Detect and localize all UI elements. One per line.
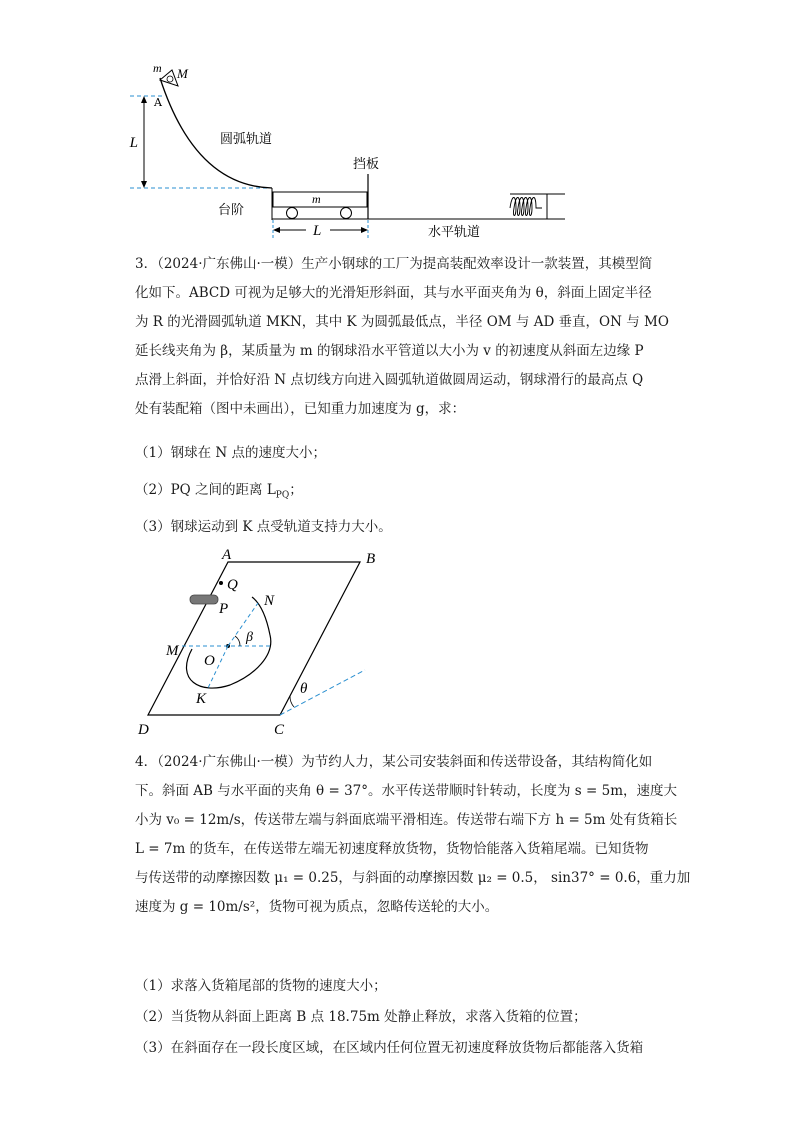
- figure-arc-track-cart: [120, 58, 580, 248]
- q3-line-1: 3．（2024·广东佛山·一模）生产小钢球的工厂为提高装配效率设计一款装置，其模型简: [135, 256, 653, 272]
- q3-line-3: 为 R 的光滑圆弧轨道 MKN，其中 K 为圆弧最低点，半径 OM 与 AD 垂直，ON 与 MO: [135, 314, 669, 330]
- q3-sub-2-end: ；: [289, 482, 303, 498]
- label-beta: β: [246, 630, 253, 645]
- q3-sub-1: （1）钢球在 N 点的速度大小；: [135, 445, 326, 461]
- label-K: K: [196, 691, 207, 707]
- label-Q: Q: [227, 577, 238, 593]
- q4-line-5: 与传送带的动摩擦因数 μ₁ = 0.25，与斜面的动摩擦因数 μ₂ = 0.5， sin37° = 0.6，重力加: [135, 870, 691, 886]
- arc-track-label: 圆弧轨道: [220, 132, 273, 147]
- step-label: 台阶: [218, 203, 245, 218]
- label-M: M: [177, 66, 188, 81]
- horizontal-track-label: 水平轨道: [428, 225, 481, 240]
- q4-sub-1: （1）求落入货箱尾部的货物的速度大小；: [135, 978, 387, 994]
- height-L-label: L: [129, 135, 138, 151]
- spring: [510, 198, 542, 216]
- q4-line-3: 小为 v₀ = 12m/s，传送带左端与斜面底端平滑相连。传送带右端下方 h = 5m 处有货箱长: [135, 812, 678, 828]
- label-B: B: [366, 551, 376, 567]
- label-D: D: [138, 722, 149, 738]
- q4-paragraph: [135, 748, 691, 922]
- label-N: N: [264, 593, 275, 609]
- label-M: M: [166, 643, 179, 659]
- horizontal-reference-line: [280, 670, 365, 715]
- label-A: A: [222, 547, 232, 563]
- block-M: [160, 70, 178, 86]
- q3-line-2: 化如下。ABCD 可视为足够大的光滑矩形斜面，其与水平面夹角为 θ，斜面上固定半径: [135, 285, 652, 301]
- q3-paragraph: [135, 250, 667, 424]
- label-O: O: [204, 653, 215, 669]
- bottom-L-label: L: [313, 223, 322, 239]
- q3-line-6: 处有装配箱（图中未画出），已知重力加速度为 g，求：: [135, 401, 466, 417]
- q4-line-4: L = 7m 的货车，在传送带左端无初速度释放货物，货物恰能落入货箱尾端。已知货物: [135, 841, 649, 857]
- incline-plane: [148, 562, 360, 715]
- cart-mass-label: m: [312, 192, 321, 206]
- q4-sub-2: （2）当货物从斜面上距离 B 点 18.75m 处静止释放，求落入货箱的位置；: [135, 1009, 587, 1025]
- q3-sub-2: [135, 478, 303, 501]
- arc-track-MKN: [186, 597, 270, 688]
- q4-line-1: 4．（2024·广东佛山·一模）为节约人力，某公司安装斜面和传送带设备，其结构简化如: [135, 754, 653, 770]
- radius-ON-line: [228, 603, 258, 646]
- figure-incline-arc: [130, 545, 390, 740]
- label-A: A: [154, 96, 162, 109]
- label-C: C: [274, 722, 285, 738]
- q3-sub-2-subscript: PQ: [275, 490, 290, 501]
- q3-sub-3: （3）钢球运动到 K 点受轨道支持力大小。: [135, 519, 392, 535]
- cart-wheel-left: [287, 208, 298, 219]
- q3-line-4: 延长线夹角为 β，某质量为 m 的钢球沿水平管道以大小为 v 的初速度从斜面左边缘 P: [135, 343, 644, 359]
- q4-line-6: 速度为 g = 10m/s²，货物可视为质点，忽略传送轮的大小。: [135, 899, 499, 915]
- pipe: [190, 595, 218, 604]
- label-theta: θ: [300, 681, 308, 697]
- cart-wheel-right: [341, 208, 352, 219]
- q4-line-2: 下。斜面 AB 与水平面的夹角 θ = 37°。水平传送带顺时针转动，长度为 s = 5m，速度大: [135, 783, 677, 799]
- q3-line-5: 点滑上斜面，并恰好沿 N 点切线方向进入圆弧轨道做圆周运动，钢球滑行的最高点 Q: [135, 372, 644, 388]
- q4-sub-3: （3）在斜面存在一段长度区域，在区域内任何位置无初速度释放货物后都能落入货箱: [135, 1040, 644, 1056]
- label-m-top: m: [153, 61, 162, 75]
- baffle-label: 挡板: [353, 157, 380, 172]
- q3-sub-2-main: （2）PQ 之间的距离 L: [135, 482, 276, 498]
- label-P: P: [219, 601, 229, 617]
